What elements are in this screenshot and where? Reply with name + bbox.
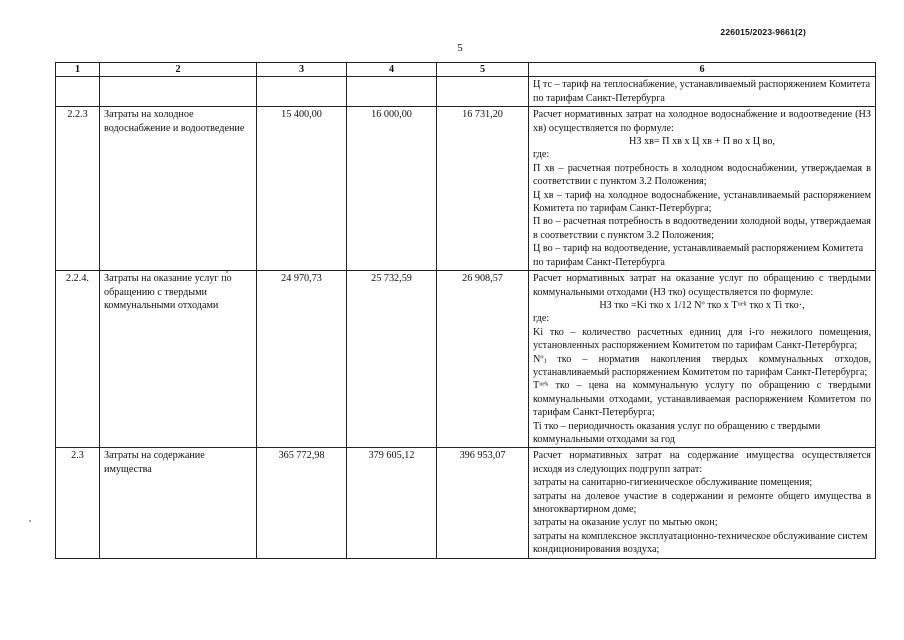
cost-table bbox=[55, 62, 876, 559]
formula: НЗ тко =Ki тко х 1/12 Nº тко х Tᵘᵉᵏ тко х Ti тко·, bbox=[599, 299, 805, 311]
document-number: 226015/2023-9661(2) bbox=[720, 27, 806, 37]
row-number bbox=[56, 77, 100, 107]
description-line: затраты на долевое участие в содержании и ремонте общего имущества в многоквартирном доме; bbox=[533, 490, 871, 515]
description-line: Расчет нормативных затрат на оказание услуг по обращению с твердыми коммунальными отходами (НЗ тко) осуществляется по формуле: bbox=[533, 273, 871, 298]
row-name: Затраты на холодное водоснабжение и водоотведение bbox=[100, 107, 257, 271]
scan-speck bbox=[29, 520, 31, 522]
description-line: Nºⱼ тко – норматив накопления твердых коммунальных отходов, устанавливаемый распоряжением Комитетом по тарифам Санкт-Петербурга; bbox=[533, 353, 871, 378]
value-year-1: 15 400,00 bbox=[257, 107, 347, 271]
value-year-1 bbox=[257, 77, 347, 107]
table-row bbox=[56, 271, 876, 448]
row-name: Затраты на оказание услуг по обращению с твердыми коммунальными отходами bbox=[100, 271, 257, 448]
value-year-2: 16 000,00 bbox=[347, 107, 437, 271]
value-year-2 bbox=[347, 77, 437, 107]
column-header: 5 bbox=[437, 63, 529, 77]
description-line: затраты на оказание услуг по мытью окон; bbox=[533, 517, 718, 529]
value-year-3 bbox=[437, 77, 529, 107]
description-line: П хв – расчетная потребность в холодном водоснабжении, утверждаемая в соответствии с пунктом 3.2 Положения; bbox=[533, 162, 871, 188]
row-description bbox=[529, 77, 876, 107]
column-header: 1 bbox=[56, 63, 100, 77]
value-year-1: 365 772,98 bbox=[257, 448, 347, 558]
row-description bbox=[529, 271, 876, 448]
description-line: Ki тко – количество расчетных единиц для i-го нежилого помещения, установленных распоряжением Комитетом по тарифам Санкт-Петербурга; bbox=[533, 326, 871, 352]
description-line: Ti тко – периодичность оказания услуг по обращению с твердыми коммунальными отходами за год bbox=[533, 420, 821, 445]
scan-speck bbox=[226, 271, 228, 273]
row-description bbox=[529, 448, 876, 558]
description-line: П во – расчетная потребность в водоотведении холодной воды, утверждаемая в соответствии с пунктом 3.2 Положения; bbox=[533, 216, 871, 241]
row-number: 2.2.4. bbox=[56, 271, 100, 448]
value-year-3: 26 908,57 bbox=[437, 271, 529, 448]
formula: НЗ хв= П хв х Ц хв + П во х Ц во, bbox=[628, 136, 776, 148]
row-name: Затраты на содержание имущества bbox=[100, 448, 257, 558]
row-number: 2.3 bbox=[56, 448, 100, 558]
table-row bbox=[56, 77, 876, 107]
description-line: затраты на санитарно-гигиеническое обслуживание помещения; bbox=[533, 477, 813, 489]
description-line: Ц хв – тариф на холодное водоснабжение, устанавливаемый распоряжением Комитета по тарифам Санкт-Петербурга; bbox=[533, 189, 871, 215]
description-line: затраты на комплексное эксплуатационно-техническое обслуживание систем кондиционирования воздуха; bbox=[533, 530, 868, 556]
description-line: Ц тс – тариф на теплоснабжение, устанавливаемый распоряжением Комитета по тарифам Санкт-Петербурга bbox=[533, 79, 871, 104]
row-number: 2.2.3 bbox=[56, 107, 100, 271]
column-header: 2 bbox=[100, 63, 257, 77]
column-header: 6 bbox=[529, 63, 876, 77]
value-year-2: 25 732,59 bbox=[347, 271, 437, 448]
page-number: 5 bbox=[457, 42, 463, 54]
description-line: Tᵘᵉᵏ тко – цена на коммунальную услугу по обращению с твердыми коммунальными отходами, устанавливаемая распоряжением Комитетом по тарифам Санкт-Петербурга; bbox=[533, 380, 871, 419]
description-line: Ц во – тариф на водоотведение, устанавливаемый распоряжением Комитета по тарифам Санкт-Петербурга bbox=[533, 243, 864, 268]
header-row bbox=[56, 63, 876, 77]
description-line: где: bbox=[533, 313, 550, 325]
value-year-2: 379 605,12 bbox=[347, 448, 437, 558]
table-row bbox=[56, 448, 876, 558]
table-row bbox=[56, 107, 876, 271]
row-name bbox=[100, 77, 257, 107]
description-line: где: bbox=[533, 149, 550, 161]
column-header: 4 bbox=[347, 63, 437, 77]
column-header: 3 bbox=[257, 63, 347, 77]
description-line: Расчет нормативных затрат на содержание имущества осуществляется исходя из следующих подгрупп затрат: bbox=[533, 450, 871, 475]
description-line: Расчет нормативных затрат на холодное водоснабжение и водоотведение (НЗ хв) осуществляется по формуле: bbox=[533, 109, 871, 134]
value-year-3: 396 953,07 bbox=[437, 448, 529, 558]
row-description bbox=[529, 107, 876, 271]
value-year-3: 16 731,20 bbox=[437, 107, 529, 271]
value-year-1: 24 970,73 bbox=[257, 271, 347, 448]
